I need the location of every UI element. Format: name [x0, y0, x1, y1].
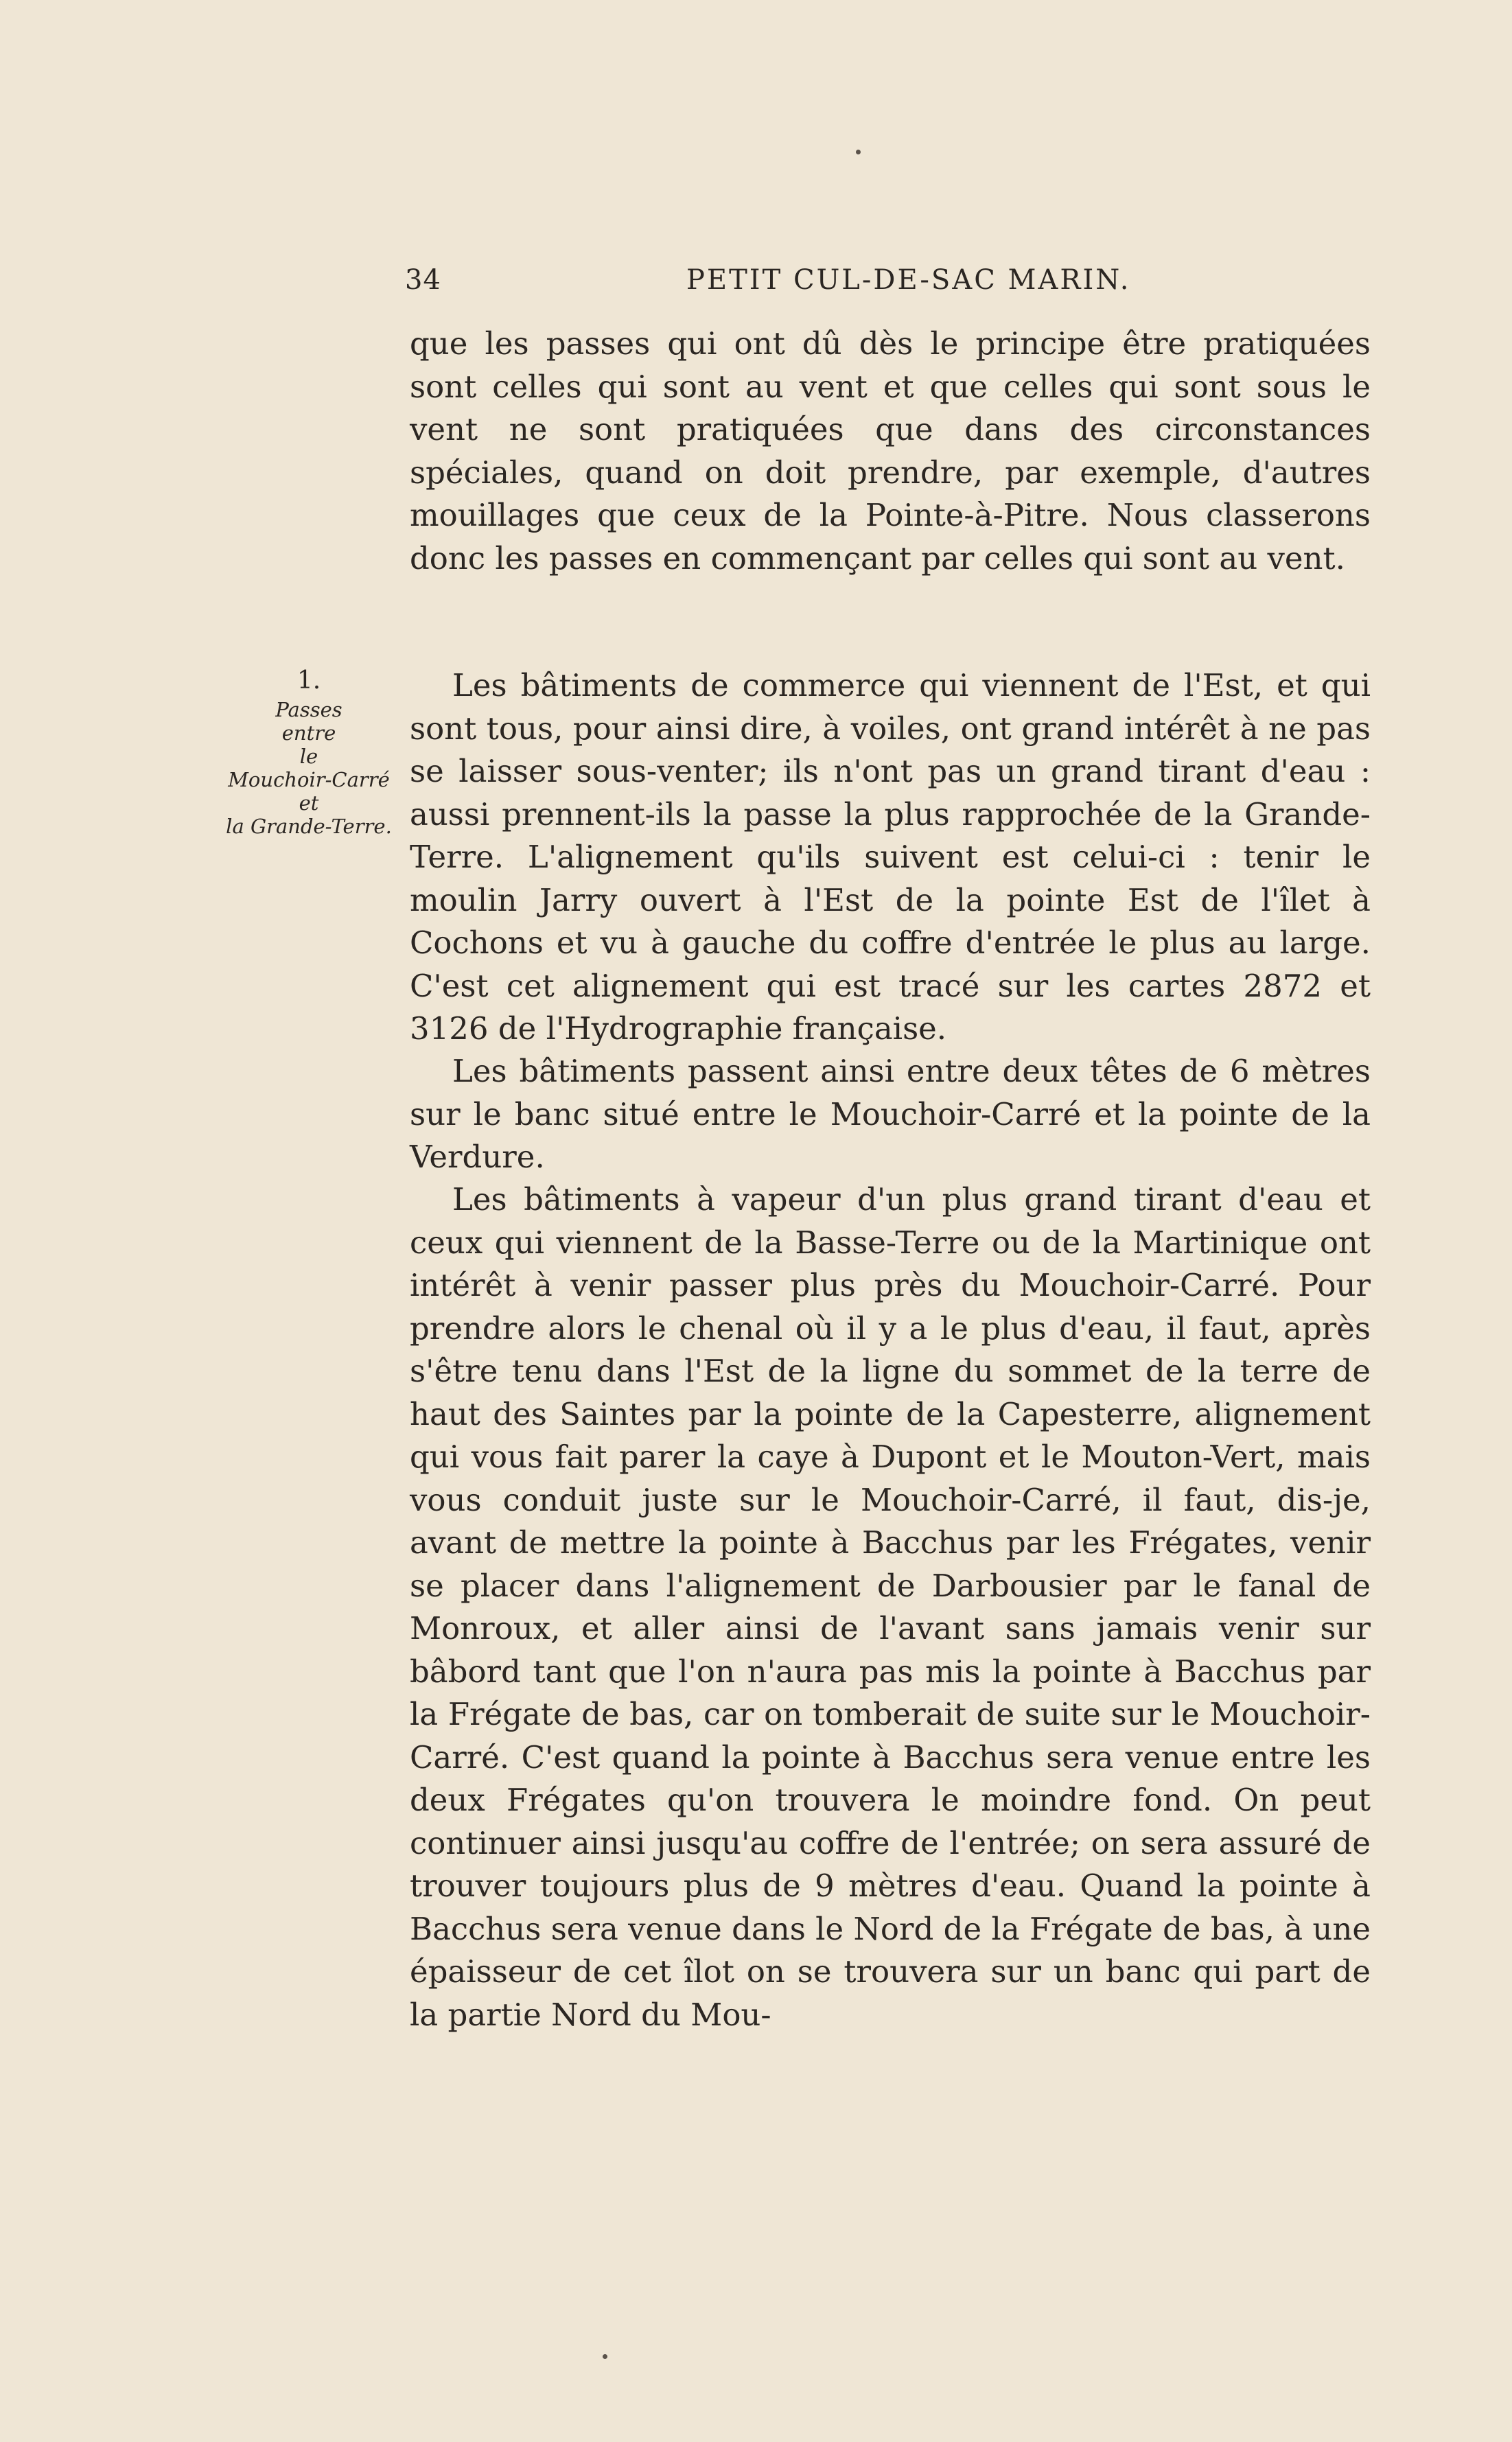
paper-speck [603, 2354, 607, 2359]
running-title: PETIT CUL-DE-SAC MARIN. [686, 264, 1131, 296]
paper-speck [856, 150, 861, 154]
page-number: 34 [405, 264, 441, 296]
paragraph-4: Les bâtiments à vapeur d'un plus grand tirant d'eau et ceux qui viennent de la Basse-Terre ou de la Martinique ont intérêt à venir passer plus près du Mouchoir-Carré. Pour prendre alors le chenal où il y a le plus d'eau, il faut, après s'être tenu dans l'Est de la ligne du sommet de la terre de haut des Saintes par la pointe de la Capesterre, alignement qui vous fait parer la caye à Dupont et le Mouton-Vert, mais vous conduit juste sur le Mouchoir-Carré, il faut, dis-je, avant de mettre la pointe à Bacchus par les Frégates, venir se placer dans l'alignement de Darbousier par le fanal de Monroux, et aller ainsi de l'avant sans jamais venir sur bâbord tant que l'on n'aura pas mis la pointe à Bacchus par la Frégate de bas, car on tomberait de suite sur le Mouchoir-Carré. C'est quand la pointe à Bacchus sera venue entre les deux Frégates qu'on trouvera le moindre fond. On peut continuer ainsi jusqu'au coffre de l'entrée; on sera assuré de trouver toujours plus de 9 mètres d'eau. Quand la pointe à Bacchus sera venue dans le Nord de la Frégate de bas, à une épaisseur de cet îlot on se trouvera sur un banc qui part de la partie Nord du Mou- [410, 1181, 1371, 2033]
margin-note-line: entre [281, 721, 336, 745]
margin-note-line: la Grande-Terre. [226, 815, 392, 838]
margin-note-line: et [299, 791, 319, 815]
margin-note-number: 1. [296, 666, 321, 695]
margin-note-line: Mouchoir-Carré [228, 768, 390, 791]
margin-note [206, 666, 412, 838]
margin-note-line: le [299, 745, 318, 768]
paragraph-2: Les bâtiments de commerce qui viennent de l'Est, et qui sont tous, pour ainsi dire, à voiles, ont grand intérêt à ne pas se laisser sous-venter; ils n'ont pas un grand tirant d'eau : aussi prennent-ils la passe la plus rapprochée de la Grande-Terre. L'alignement qu'ils suivent est celui-ci : tenir le moulin Jarry ouvert à l'Est de la pointe Est de l'îlet à Cochons et vu à gauche du coffre d'entrée le plus au large. C'est cet alignement qui est tracé sur les cartes 2872 et 3126 de l'Hydrographie française. [410, 667, 1371, 1047]
running-head [405, 264, 1373, 305]
paragraph-1: que les passes qui ont dû dès le principe être pratiquées sont celles qui sont au vent et que celles qui sont sous le vent ne sont pratiquées que dans des circonstances spéciales, quand on doit prendre, par exemple, d'autres mouillages que ceux de la Pointe-à-Pitre. Nous classerons donc les passes en commençant par celles qui sont au vent. [410, 325, 1371, 577]
paragraph-3: Les bâtiments passent ainsi entre deux têtes de 6 mètres sur le banc situé entre le Mouchoir-Carré et la pointe de la Verdure. [410, 1053, 1371, 1175]
margin-note-line: Passes [275, 698, 342, 721]
